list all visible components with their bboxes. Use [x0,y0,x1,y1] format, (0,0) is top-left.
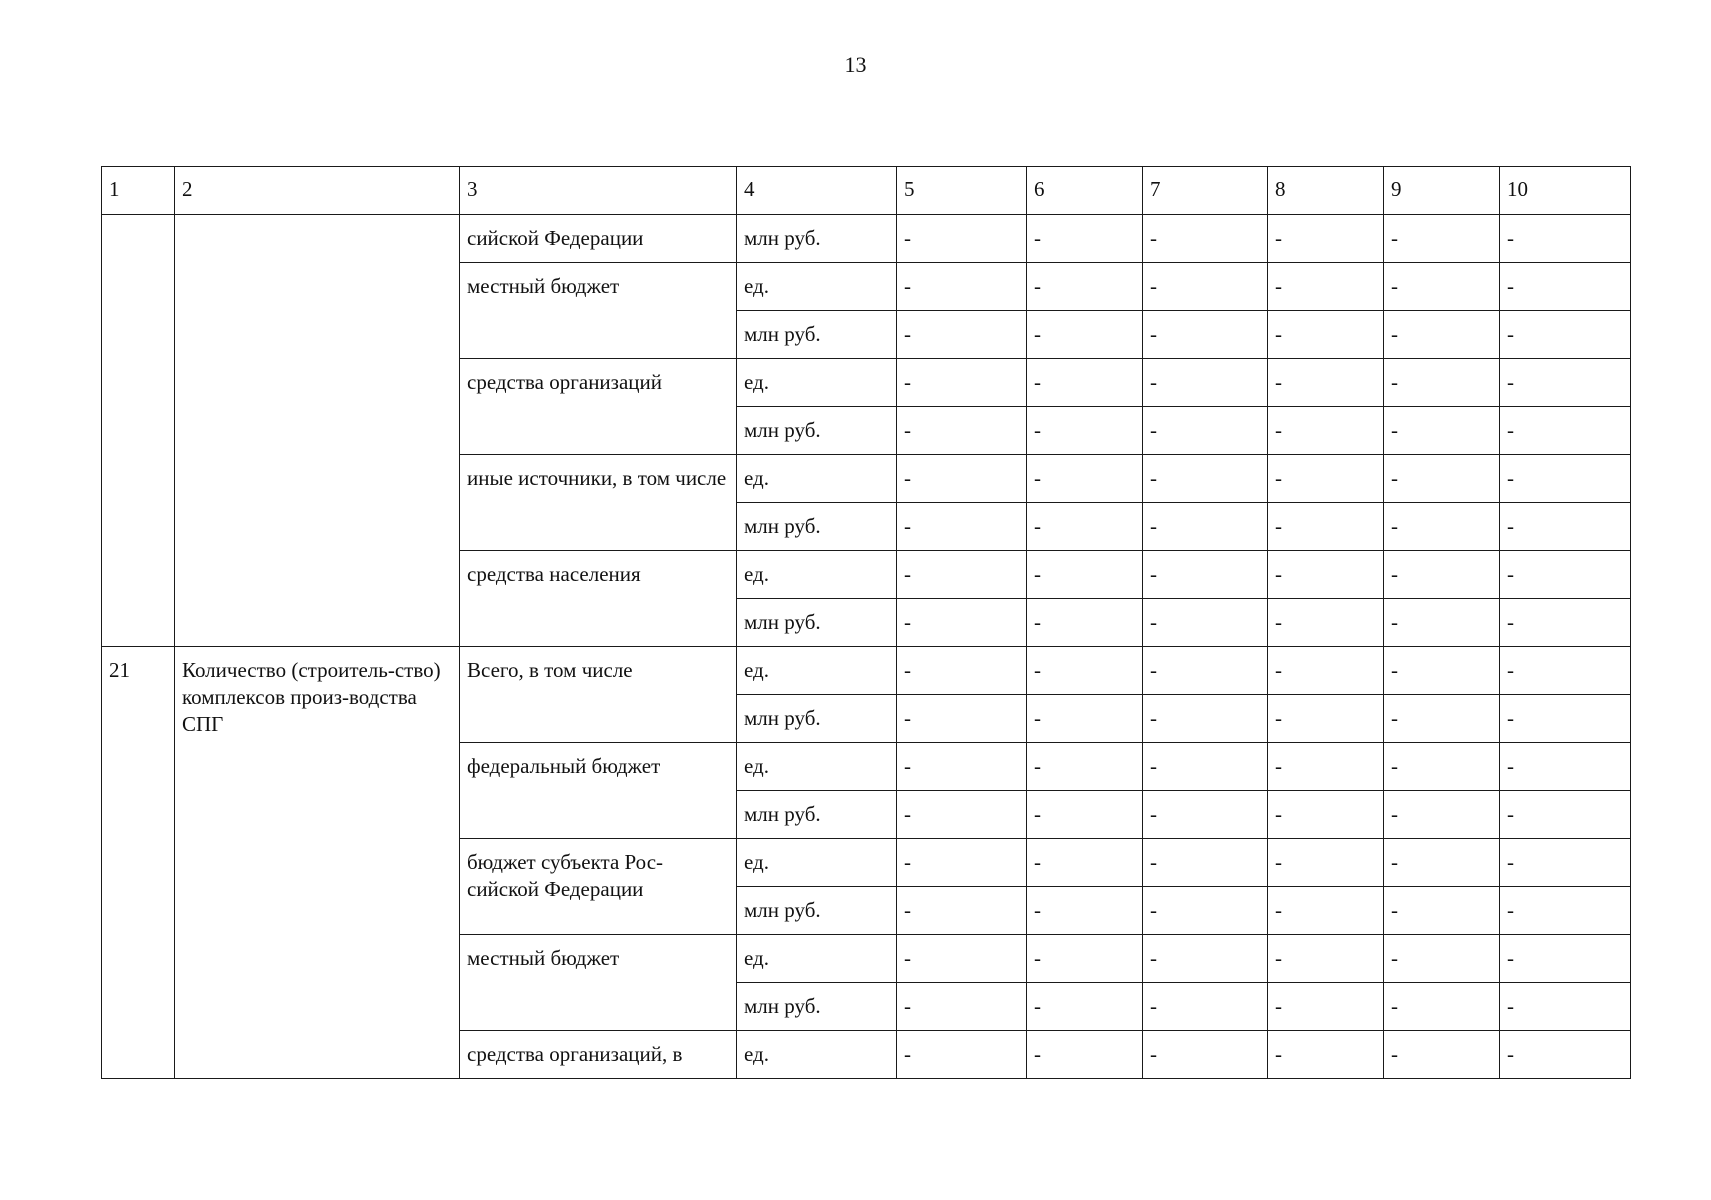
value-cell: - [1500,599,1631,647]
value-cell: - [897,503,1027,551]
unit-cell: ед. [737,551,897,599]
value-cell: - [1027,263,1143,311]
value-cell: - [897,455,1027,503]
value-cell: - [1143,887,1268,935]
value-cell: - [1500,359,1631,407]
unit-cell: ед. [737,743,897,791]
value-cell: - [1500,551,1631,599]
unit-cell: млн руб. [737,311,897,359]
value-cell: - [1027,359,1143,407]
value-cell: - [1143,359,1268,407]
value-cell: - [897,599,1027,647]
value-cell: - [1384,887,1500,935]
unit-cell: ед. [737,1031,897,1079]
value-cell: - [1500,503,1631,551]
value-cell: - [1143,743,1268,791]
value-cell: - [897,215,1027,263]
value-cell: - [1384,647,1500,695]
unit-cell: млн руб. [737,215,897,263]
value-cell: - [1500,407,1631,455]
value-cell: - [897,1031,1027,1079]
value-cell: - [1027,695,1143,743]
value-cell: - [1027,1031,1143,1079]
value-cell: - [1268,407,1384,455]
value-cell: - [1268,695,1384,743]
source-cell: средства населения [460,551,737,647]
value-cell: - [897,407,1027,455]
value-cell: - [1500,935,1631,983]
page-number: 13 [844,52,867,77]
value-cell: - [1384,311,1500,359]
value-cell: - [897,359,1027,407]
value-cell: - [1384,935,1500,983]
value-cell: - [1500,455,1631,503]
value-cell: - [1384,407,1500,455]
value-cell: - [1143,599,1268,647]
value-cell: - [1500,983,1631,1031]
unit-cell: млн руб. [737,407,897,455]
header-cell-3: 3 [460,167,737,215]
value-cell: - [1027,215,1143,263]
value-cell: - [1384,551,1500,599]
value-cell: - [1500,647,1631,695]
value-cell: - [897,983,1027,1031]
value-cell: - [1268,1031,1384,1079]
unit-cell: млн руб. [737,791,897,839]
value-cell: - [897,839,1027,887]
unit-cell: млн руб. [737,887,897,935]
header-cell-2: 2 [175,167,460,215]
item-number-cell [102,215,175,647]
value-cell: - [1384,455,1500,503]
source-cell: местный бюджет [460,263,737,359]
item-number-cell: 21 [102,647,175,1079]
value-cell: - [1268,935,1384,983]
value-cell: - [1384,983,1500,1031]
unit-cell: млн руб. [737,503,897,551]
value-cell: - [897,647,1027,695]
value-cell: - [1143,263,1268,311]
value-cell: - [897,935,1027,983]
value-cell: - [897,887,1027,935]
value-cell: - [1268,263,1384,311]
value-cell: - [1027,791,1143,839]
source-cell: федеральный бюджет [460,743,737,839]
header-cell-10: 10 [1500,167,1631,215]
value-cell: - [1027,839,1143,887]
value-cell: - [897,551,1027,599]
header-cell-6: 6 [1027,167,1143,215]
value-cell: - [897,791,1027,839]
table-row [102,647,1631,695]
value-cell: - [1384,743,1500,791]
value-cell: - [1027,599,1143,647]
value-cell: - [1268,743,1384,791]
value-cell: - [1268,359,1384,407]
value-cell: - [1384,695,1500,743]
item-name-cell: Количество (строитель-ство) комплексов произ-водства СПГ [175,647,460,1079]
value-cell: - [1143,551,1268,599]
value-cell: - [1143,695,1268,743]
value-cell: - [1143,503,1268,551]
header-cell-5: 5 [897,167,1027,215]
header-cell-8: 8 [1268,167,1384,215]
source-cell: местный бюджет [460,935,737,1031]
value-cell: - [1268,455,1384,503]
value-cell: - [1500,839,1631,887]
value-cell: - [1143,1031,1268,1079]
value-cell: - [1384,1031,1500,1079]
value-cell: - [1384,839,1500,887]
value-cell: - [1027,743,1143,791]
value-cell: - [1500,791,1631,839]
value-cell: - [1027,455,1143,503]
header-cell-4: 4 [737,167,897,215]
value-cell: - [897,743,1027,791]
source-cell: сийской Федерации [460,215,737,263]
source-cell: бюджет субъекта Рос-сийской Федерации [460,839,737,935]
value-cell: - [1268,791,1384,839]
header-row [102,167,1631,215]
value-cell: - [1384,599,1500,647]
value-cell: - [1268,647,1384,695]
value-cell: - [1143,455,1268,503]
value-cell: - [897,311,1027,359]
value-cell: - [1500,1031,1631,1079]
unit-cell: ед. [737,935,897,983]
value-cell: - [1027,311,1143,359]
header-cell-7: 7 [1143,167,1268,215]
value-cell: - [1384,359,1500,407]
value-cell: - [1143,647,1268,695]
value-cell: - [1027,407,1143,455]
value-cell: - [1143,839,1268,887]
value-cell: - [1384,215,1500,263]
value-cell: - [1027,551,1143,599]
value-cell: - [1268,887,1384,935]
unit-cell: млн руб. [737,695,897,743]
unit-cell: ед. [737,647,897,695]
unit-cell: ед. [737,263,897,311]
header-cell-1: 1 [102,167,175,215]
value-cell: - [1384,263,1500,311]
value-cell: - [1268,599,1384,647]
value-cell: - [1268,503,1384,551]
value-cell: - [1268,983,1384,1031]
value-cell: - [1027,983,1143,1031]
value-cell: - [1500,215,1631,263]
value-cell: - [1143,407,1268,455]
value-cell: - [897,695,1027,743]
value-cell: - [1143,983,1268,1031]
value-cell: - [1143,311,1268,359]
document-table [101,166,1631,1079]
value-cell: - [1384,791,1500,839]
value-cell: - [1268,311,1384,359]
value-cell: - [1143,791,1268,839]
source-cell: иные источники, в том числе [460,455,737,551]
value-cell: - [1500,743,1631,791]
value-cell: - [1384,503,1500,551]
value-cell: - [897,263,1027,311]
unit-cell: млн руб. [737,599,897,647]
unit-cell: ед. [737,839,897,887]
value-cell: - [1268,839,1384,887]
value-cell: - [1500,263,1631,311]
value-cell: - [1143,215,1268,263]
value-cell: - [1500,311,1631,359]
source-cell: средства организаций [460,359,737,455]
table-row [102,215,1631,263]
value-cell: - [1027,935,1143,983]
value-cell: - [1268,215,1384,263]
value-cell: - [1500,695,1631,743]
header-cell-9: 9 [1384,167,1500,215]
unit-cell: ед. [737,359,897,407]
value-cell: - [1027,887,1143,935]
unit-cell: млн руб. [737,983,897,1031]
value-cell: - [1027,647,1143,695]
item-name-cell [175,215,460,647]
value-cell: - [1500,887,1631,935]
value-cell: - [1027,503,1143,551]
source-cell: Всего, в том числе [460,647,737,743]
unit-cell: ед. [737,455,897,503]
source-cell: средства организаций, в [460,1031,737,1079]
value-cell: - [1268,551,1384,599]
value-cell: - [1143,935,1268,983]
